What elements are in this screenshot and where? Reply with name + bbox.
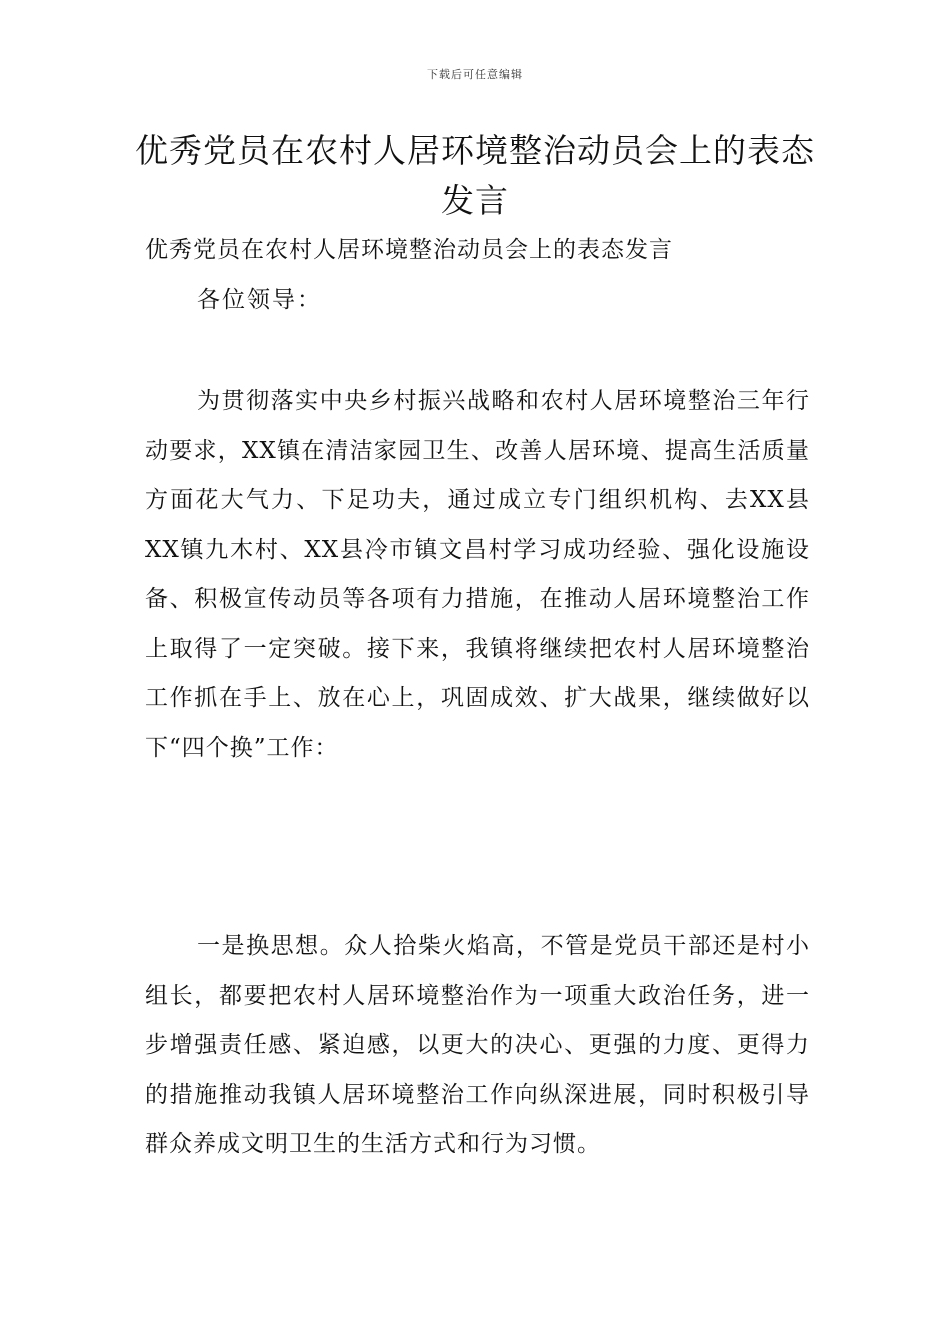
body-paragraph-point-one: 一是换思想。众人拾柴火焰高，不管是党员干部还是村小组长，都要把农村人居环境整治作为一项重大政治任务，进一步增强责任感、紧迫感，以更大的决心、更强的力度、更得力的措施推动我镇人居环境整治工作向纵深进展，同时积极引导群众养成文明卫生的生活方式和行为习惯。 xyxy=(145,933,810,1157)
header-note: 下载后可任意编辑 xyxy=(427,68,523,81)
body-paragraph-intro: 为贯彻落实中央乡村振兴战略和农村人居环境整治三年行动要求，XX镇在清洁家园卫生、改善人居环境、提高生活质量方面花大气力、下足功夫，通过成立专门组织机构、去XX县XX镇九木村、XX县冷市镇文昌村学习成功经验、强化设施设备、积极宣传动员等各项有力措施，在推动人居环境整治工作上取得了一定突破。接下来，我镇将继续把农村人居环境整治工作抓在手上、放在心上，巩固成效、扩大战果，继续做好以下“四个换”工作： xyxy=(145,388,810,761)
document-subtitle: 优秀党员在农村人居环境整治动员会上的表态发言 xyxy=(145,237,673,263)
document-title: 优秀党员在农村人居环境整治动员会上的表态发言 xyxy=(135,131,815,220)
salutation: 各位领导： xyxy=(197,287,322,313)
